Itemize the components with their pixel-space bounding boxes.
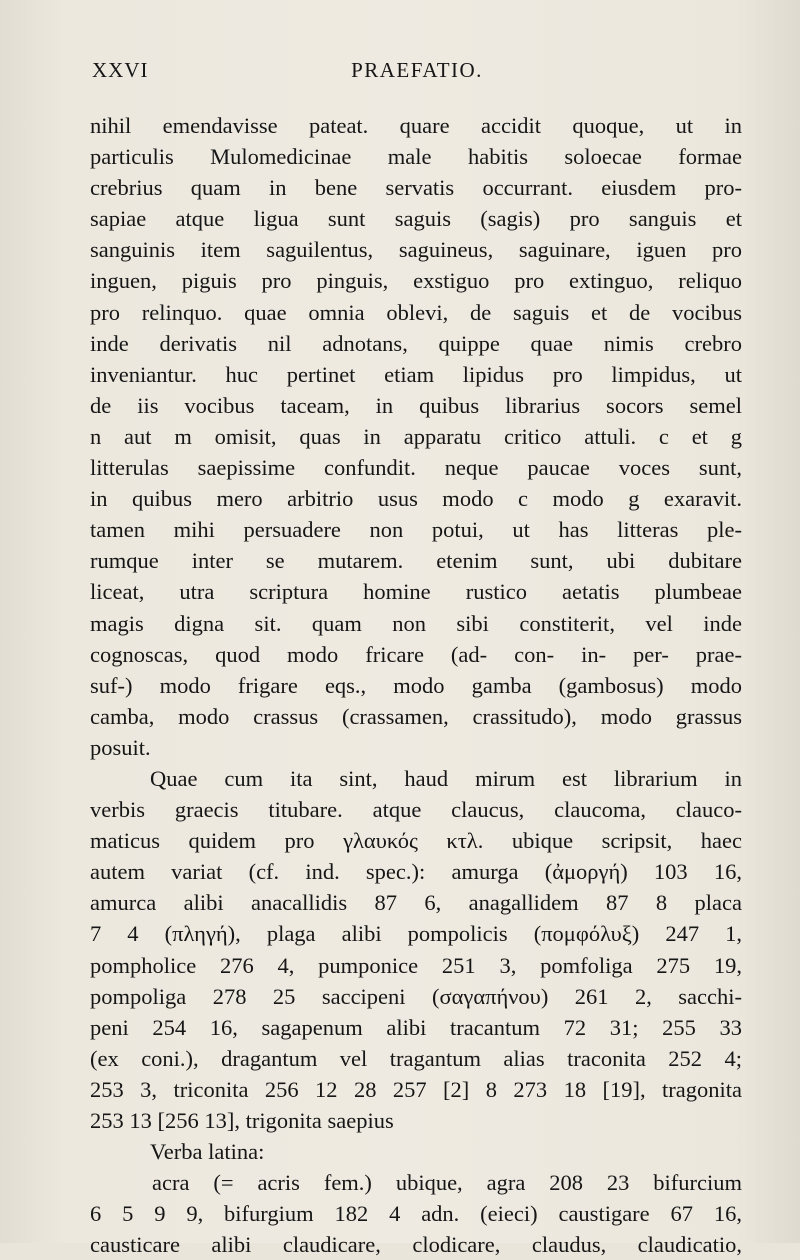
text-line: de iis vocibus taceam, in quibus librarius socors semel (90, 392, 742, 418)
text-line: peni 254 16, sagapenum alibi tracantum 72 31; 255 33 (90, 1014, 742, 1040)
section-heading: Verba latina: (150, 1139, 265, 1165)
text-line: 7 4 (πληγή), plaga alibi pompolicis (πομφόλυξ) 247 1, (90, 921, 742, 947)
text-line: particulis Mulomedicinae male habitis soloecae formae (90, 144, 742, 170)
text-line: suf-) modo frigare eqs., modo gamba (gambosus) modo (90, 672, 742, 698)
text-line: inveniantur. huc pertinet etiam lipidus pro limpidus, ut (90, 361, 742, 387)
text-line: nihil emendavisse pateat. quare accidit quoque, ut in (90, 113, 742, 138)
text-line: crebrius quam in bene servatis occurrant. eiusdem pro- (90, 175, 742, 201)
running-header (92, 58, 742, 88)
text-line: 6 5 9 9, bifurgium 182 4 adn. (eieci) caustigare 67 16, (90, 1201, 742, 1227)
text-line: magis digna sit. quam non sibi constiterit, vel inde (90, 610, 742, 636)
text-line: pompholice 276 4, pumponice 251 3, pomfoliga 275 19, (90, 952, 742, 978)
text-line: rumque inter se mutarem. etenim sunt, ubi dubitare (90, 548, 742, 574)
text-line: acra (= acris fem.) ubique, agra 208 23 bifurcium (152, 1170, 742, 1196)
text-line: inguen, piguis pro pinguis, exstiguo pro extinguo, reliquo (90, 268, 742, 294)
text-line: n aut m omisit, quas in apparatu critico attuli. c et g (90, 423, 742, 449)
text-line: cognoscas, quod modo fricare (ad- con- in- per- prae- (90, 641, 742, 667)
text-line: camba, modo crassus (crassamen, crassitudo), modo grassus (90, 703, 742, 729)
text-line: maticus quidem pro γλαυκός κτλ. ubique scripsit, haec (90, 828, 742, 854)
text-line: 253 3, triconita 256 12 28 257 [2] 8 273 18 [19], tragonita (90, 1076, 742, 1102)
text-line: amurca alibi anacallidis 87 6, anagallidem 87 8 placa (90, 890, 742, 916)
text-line: autem variat (cf. ind. spec.): amurga (ἀμοργή) 103 16, (90, 859, 742, 885)
text-body (90, 110, 742, 1260)
text-line: inde derivatis nil adnotans, quippe quae nimis crebro (90, 330, 742, 356)
text-line: pompoliga 278 25 saccipeni (σαγαπήνου) 261 2, sacchi- (90, 983, 742, 1009)
text-line: sanguinis item saguilentus, saguineus, saguinare, iguen pro (90, 237, 742, 263)
text-line: litterulas saepissime confundit. neque paucae voces sunt, (90, 455, 742, 481)
paragraph-end-line: posuit. (90, 734, 151, 760)
text-line: in quibus mero arbitrio usus modo c modo g exaravit. (90, 486, 742, 512)
text-line: pro relinquo. quae omnia oblevi, de saguis et de vocibus (90, 299, 742, 325)
text-line: (ex coni.), dragantum vel tragantum alias traconita 252 4; (90, 1045, 742, 1071)
running-title: PRAEFATIO. (351, 58, 483, 82)
text-line: sapiae atque ligua sunt saguis (sagis) pro sanguis et (90, 206, 742, 232)
text-line: tamen mihi persuadere non potui, ut has litteras ple- (90, 517, 742, 543)
text-line: verbis graecis titubare. atque claucus, claucoma, clauco- (90, 797, 742, 823)
text-line: 253 13 [256 13], trigonita saepius (90, 1108, 394, 1133)
page-number: XXVI (92, 58, 149, 82)
text-line: liceat, utra scriptura homine rustico aetatis plumbeae (90, 579, 742, 605)
paragraph-start-line: Quae cum ita sint, haud mirum est librarium in (150, 765, 742, 791)
text-line: causticare alibi claudicare, clodicare, claudus, claudicatio, (90, 1232, 742, 1258)
